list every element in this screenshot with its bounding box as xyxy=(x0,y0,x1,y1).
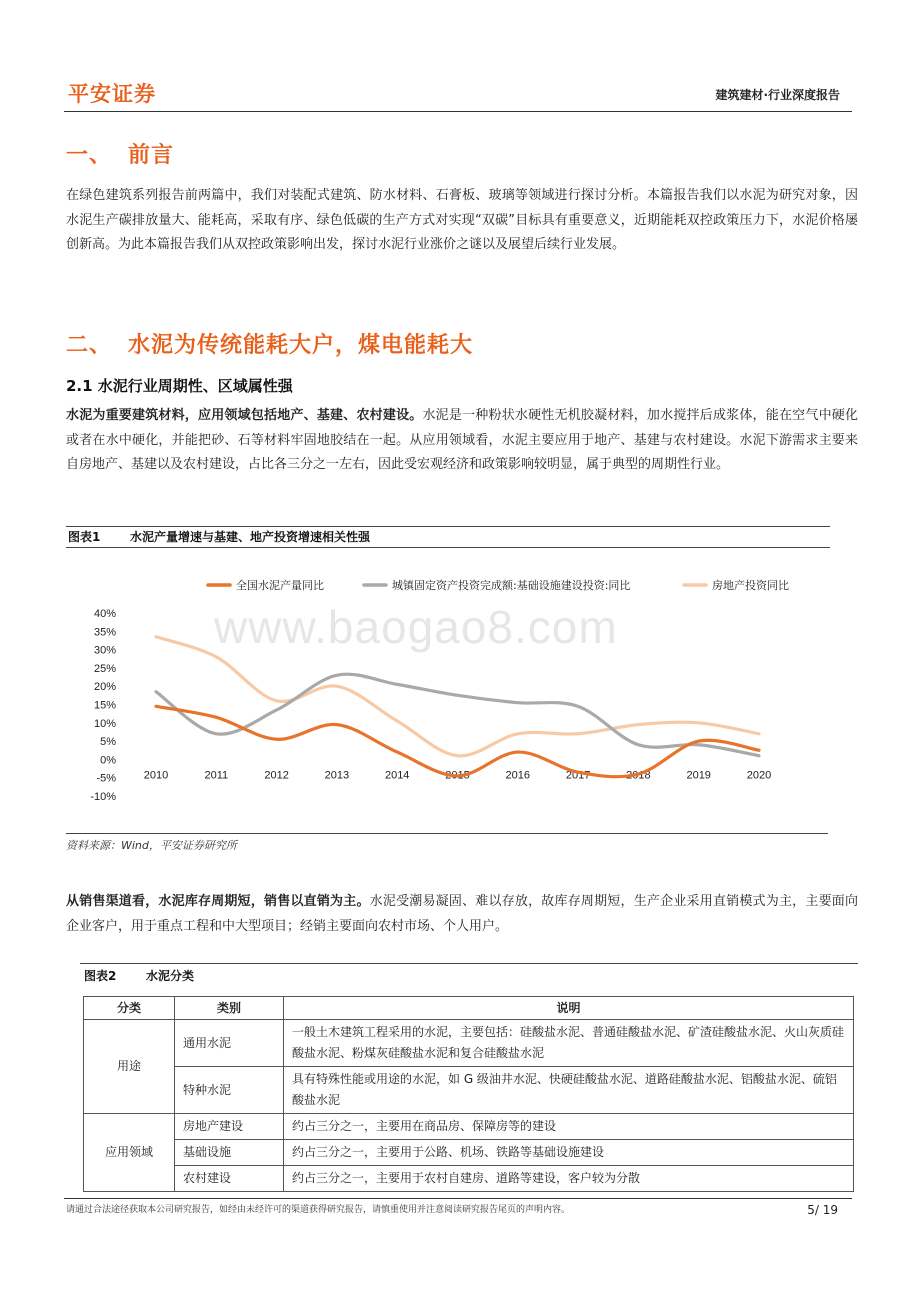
table-header-row xyxy=(84,997,854,1020)
type-cell: 房地产建设 xyxy=(175,1114,284,1140)
figure-2-title xyxy=(80,963,858,988)
paragraph-2-lead: 从销售渠道看，水泥库存周期短，销售以直销为主。 xyxy=(66,894,370,909)
header-divider xyxy=(64,111,852,112)
series-line-1 xyxy=(156,674,759,756)
x-tick-label: 2020 xyxy=(746,769,772,782)
report-category: 建筑建材·行业深度报告 xyxy=(715,88,840,102)
description-cell: 约占三分之一，主要用在商品房、保障房等的建设 xyxy=(284,1114,854,1140)
table-row xyxy=(84,1067,854,1114)
section-2-paragraph-1 xyxy=(66,404,858,478)
header-description: 说明 xyxy=(284,997,854,1020)
x-tick-label: 2018 xyxy=(626,769,651,782)
subsection-2-1-title: 2.1 水泥行业周期性、区域属性强 xyxy=(66,377,293,395)
x-tick-label: 2010 xyxy=(143,769,169,782)
type-cell: 通用水泥 xyxy=(175,1020,284,1067)
header-type: 类别 xyxy=(175,997,284,1020)
y-tick-label: 25% xyxy=(93,662,116,675)
y-tick-label: 15% xyxy=(93,699,116,712)
x-tick-label: 2014 xyxy=(384,769,410,782)
section-2-paragraph-2 xyxy=(66,890,858,939)
legend-label: 房地产投资同比 xyxy=(712,579,789,592)
table-row xyxy=(84,1166,854,1192)
y-tick-label: 40% xyxy=(93,608,116,620)
x-tick-label: 2016 xyxy=(505,769,531,782)
category-cell: 用途 xyxy=(84,1020,175,1114)
y-tick-label: 0% xyxy=(100,754,116,767)
section-1-heading xyxy=(66,138,174,169)
table-row xyxy=(84,1140,854,1166)
paragraph-1-lead: 水泥为重要建筑材料，应用领域包括地产、基建、农村建设。 xyxy=(66,408,423,423)
figure-1-source: 资料来源：Wind，平安证券研究所 xyxy=(66,833,828,853)
section-1-title: 前言 xyxy=(128,143,175,168)
figure-2-label: 图表2 xyxy=(84,969,117,983)
footer-disclaimer: 请通过合法途径获取本公司研究报告，如经由未经许可的渠道获得研究报告，请慎重使用并注意阅读研究报告尾页的声明内容。 xyxy=(66,1205,571,1215)
type-cell: 基础设施 xyxy=(175,1140,284,1166)
category-cell: 应用领域 xyxy=(84,1114,175,1192)
type-cell: 农村建设 xyxy=(175,1166,284,1192)
description-cell: 具有特殊性能或用途的水泥，如 G 级油井水泥、快硬硅酸盐水泥、道路硅酸盐水泥、铝酸盐水泥、硫铝酸盐水泥 xyxy=(284,1067,854,1114)
section-1-paragraph: 在绿色建筑系列报告前两篇中，我们对装配式建筑、防水材料、石膏板、玻璃等领域进行探讨分析。本篇报告我们以水泥为研究对象，因水泥生产碳排放量大、能耗高，采取有序、绿色低碳的生产方式对实现“双碳”目标具有重要意义，近期能耗双控政策压力下，水泥价格屡创新高。为此本篇报告我们从双控政策影响出发，探讨水泥行业涨价之谜以及展望后续行业发展。 xyxy=(66,188,858,252)
table-row xyxy=(84,1114,854,1140)
figure-1-line-chart xyxy=(66,555,828,833)
y-tick-label: 20% xyxy=(93,681,116,694)
section-2-title: 水泥为传统能耗大户，煤电能耗大 xyxy=(128,333,474,358)
section-1-number: 一、 xyxy=(66,143,113,168)
footer-divider xyxy=(64,1198,852,1199)
x-tick-label: 2017 xyxy=(565,769,591,782)
cement-classification-table xyxy=(83,996,854,1192)
y-tick-label: 10% xyxy=(93,717,116,730)
series-line-0 xyxy=(156,706,759,776)
y-tick-label: -5% xyxy=(96,772,116,785)
y-tick-label: -10% xyxy=(90,791,116,803)
table-row xyxy=(84,1020,854,1067)
x-tick-label: 2011 xyxy=(204,769,229,782)
x-tick-label: 2012 xyxy=(264,769,289,782)
x-tick-label: 2019 xyxy=(686,769,711,782)
page-number: 5/ 19 xyxy=(807,1203,838,1217)
legend-label: 全国水泥产量同比 xyxy=(236,579,324,592)
figure-2-caption: 水泥分类 xyxy=(146,969,195,983)
paragraph-1-body: 水泥是一种粉状水硬性无机胶凝材料，加水搅拌后成浆体，能在空气中硬化或者在水中硬化，并能把砂、石等材料牢固地胶结在一起。从应用领域看，水泥主要应用于地产、基建与农村建设。水泥下游需求主要来自房地产、基建以及农村建设，占比各三分之一左右，因此受宏观经济和政策影响较明显，属于典型的周期性行业。 xyxy=(66,408,858,472)
section-2-number: 二、 xyxy=(66,333,113,358)
description-cell: 约占三分之一，主要用于农村自建房、道路等建设，客户较为分散 xyxy=(284,1166,854,1192)
x-tick-label: 2015 xyxy=(445,769,470,782)
description-cell: 一般土木建筑工程采用的水泥，主要包括：硅酸盐水泥、普通硅酸盐水泥、矿渣硅酸盐水泥、火山灰质硅酸盐水泥、粉煤灰硅酸盐水泥和复合硅酸盐水泥 xyxy=(284,1020,854,1067)
legend-label: 城镇固定资产投资完成额:基础设施建设投资:同比 xyxy=(392,579,631,592)
section-2-heading xyxy=(66,328,473,359)
watermark: www.baogao8.com xyxy=(214,601,618,653)
figure-1-title xyxy=(66,526,830,548)
figure-1-caption: 水泥产量增速与基建、地产投资增速相关性强 xyxy=(130,530,371,544)
company-logo: 平安证券 xyxy=(68,82,156,106)
description-cell: 约占三分之一，主要用于公路、机场、铁路等基础设施建设 xyxy=(284,1140,854,1166)
type-cell: 特种水泥 xyxy=(175,1067,284,1114)
y-tick-label: 30% xyxy=(93,644,116,657)
y-tick-label: 5% xyxy=(100,736,116,749)
x-tick-label: 2013 xyxy=(324,769,350,782)
figure-1-label: 图表1 xyxy=(68,530,101,544)
header-category: 分类 xyxy=(84,997,175,1020)
paragraph-2-body: 水泥受潮易凝固、难以存放，故库存周期短，生产企业采用直销模式为主，主要面向企业客户，用于重点工程和中大型项目；经销主要面向农村市场、个人用户。 xyxy=(66,894,858,934)
y-tick-label: 35% xyxy=(93,626,116,639)
